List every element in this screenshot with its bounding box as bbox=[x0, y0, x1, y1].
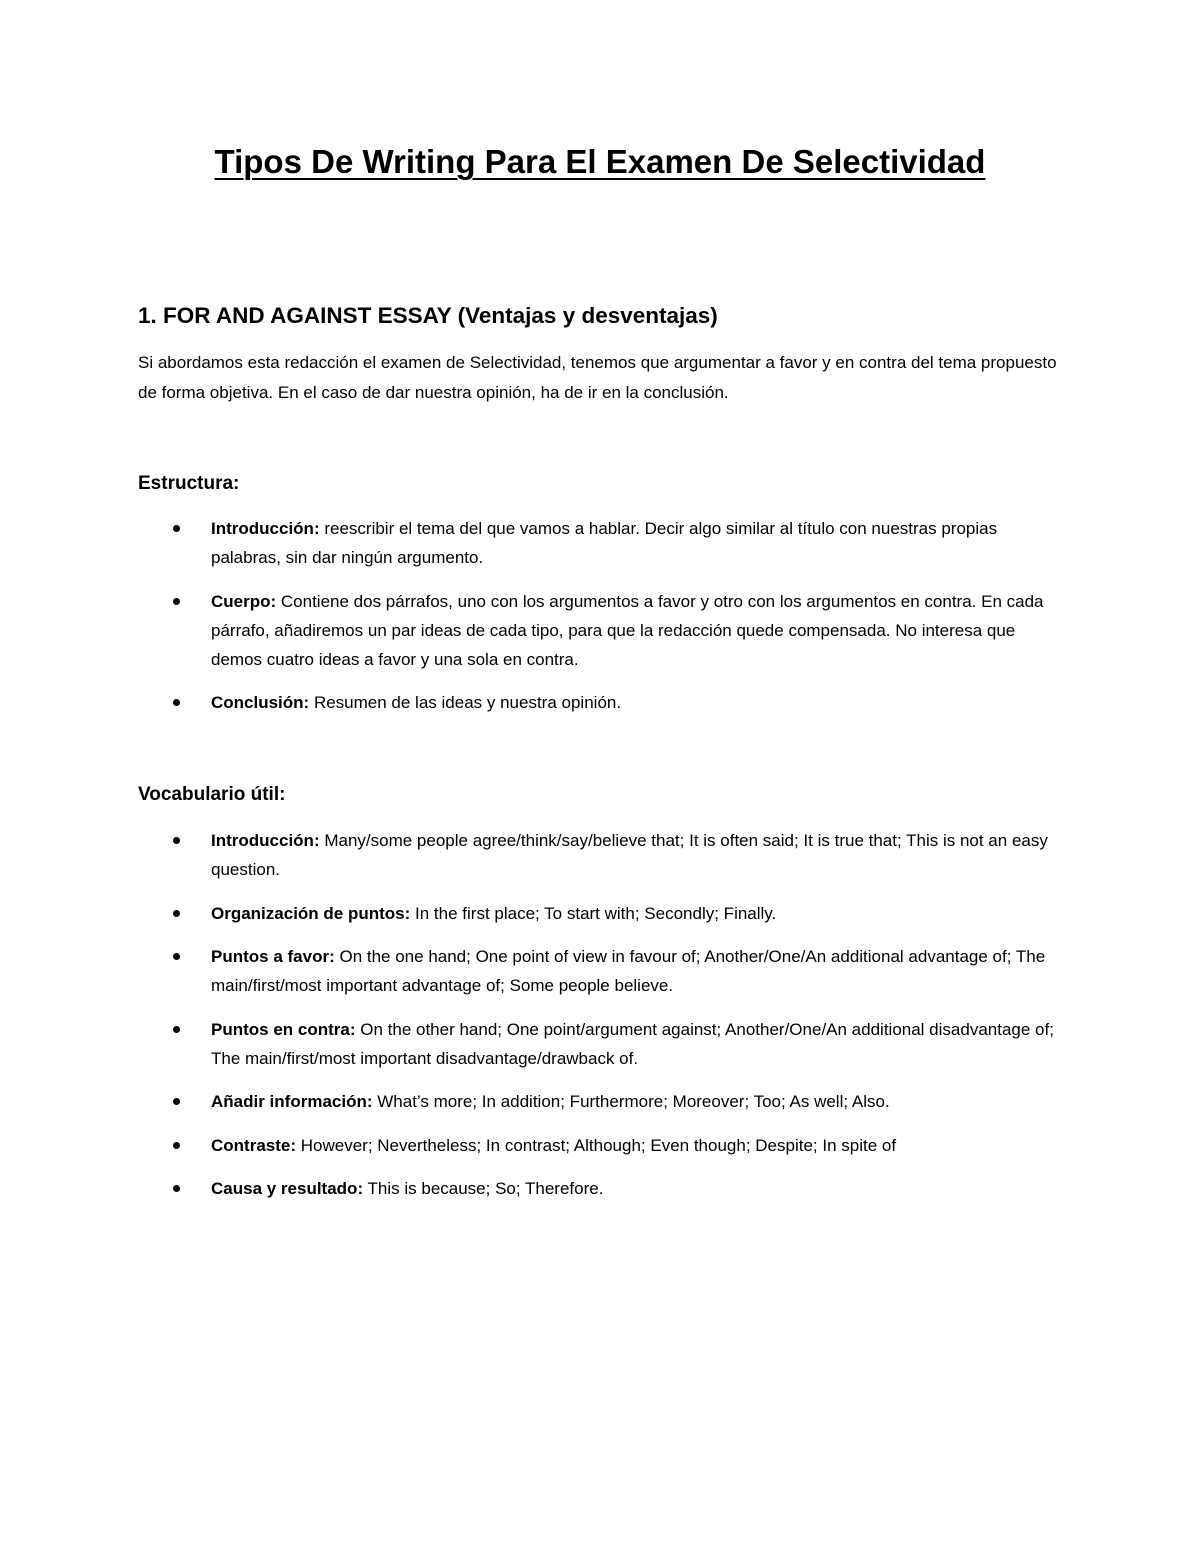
bullet-icon bbox=[173, 525, 180, 532]
document-title: Tipos De Writing Para El Examen De Selectividad bbox=[214, 143, 986, 180]
vocabulary-item-text: However; Nevertheless; In contrast; Although; Even though; Despite; In spite of bbox=[296, 1135, 897, 1155]
vocabulary-item-puntos-en-contra bbox=[170, 1015, 1070, 1073]
structure-item-term: Cuerpo: bbox=[211, 591, 277, 611]
vocabulary-item-text: Many/some people agree/think/say/believe that; It is often said; It is true that; This is not an easy question. bbox=[211, 831, 1048, 879]
vocabulary-item-causa-y-resultado bbox=[170, 1174, 1070, 1203]
structure-item-term: Introducción: bbox=[211, 519, 320, 538]
vocabulary-item-contraste bbox=[170, 1131, 1070, 1160]
vocabulary-list bbox=[170, 826, 1070, 1218]
bullet-icon bbox=[173, 837, 180, 844]
section-heading: 1. FOR AND AGAINST ESSAY (Ventajas y desventajas) bbox=[138, 303, 718, 328]
structure-item-text: reescribir el tema del que vamos a hablar. Decir algo similar al título con nuestras propias palabras, sin dar ningún argumento. bbox=[211, 519, 998, 567]
vocabulary-item-term: Introducción: bbox=[211, 831, 320, 850]
bullet-icon bbox=[173, 598, 180, 605]
vocabulary-item-text: This is because; So; Therefore. bbox=[363, 1179, 604, 1198]
structure-item-introduccion bbox=[170, 514, 1070, 572]
vocabulary-item-text: On the one hand; One point of view in favour of; Another/One/An additional advantage of; The main/first/most important advantage of; Some people believe. bbox=[211, 947, 1046, 995]
vocabulary-item-anadir-informacion bbox=[170, 1087, 1070, 1116]
bullet-icon bbox=[173, 699, 180, 706]
structure-item-text: Resumen de las ideas y nuestra opinión. bbox=[309, 693, 622, 712]
structure-item-text: Contiene dos párrafos, uno con los argumentos a favor y otro con los argumentos en contra. En cada párrafo, añadiremos un par ideas de cada tipo, para que la redacción quede compensada. No interesa que demos cuatro ideas a favor y una sola en contra. bbox=[211, 591, 1044, 669]
vocabulary-item-introduccion bbox=[170, 826, 1070, 884]
vocabulary-item-text: In the first place; To start with; Secondly; Finally. bbox=[410, 903, 777, 923]
vocabulary-item-term: Contraste: bbox=[211, 1135, 297, 1155]
vocabulary-item-term: Puntos a favor: bbox=[211, 947, 335, 966]
vocabulary-item-text: What’s more; In addition; Furthermore; Moreover; Too; As well; Also. bbox=[372, 1092, 890, 1111]
bullet-icon bbox=[173, 910, 180, 917]
vocabulary-item-term: Añadir información: bbox=[211, 1092, 373, 1111]
structure-item-term: Conclusión: bbox=[211, 693, 310, 712]
bullet-icon bbox=[173, 953, 180, 960]
bullet-icon bbox=[173, 1098, 180, 1105]
structure-heading: Estructura: bbox=[138, 473, 240, 494]
vocabulary-item-term: Causa y resultado: bbox=[211, 1179, 364, 1198]
structure-item-cuerpo bbox=[170, 587, 1070, 674]
vocabulary-item-term: Organización de puntos: bbox=[211, 903, 411, 923]
vocabulary-item-term: Puntos en contra: bbox=[211, 1019, 356, 1039]
bullet-icon bbox=[173, 1142, 180, 1149]
vocabulary-item-text: On the other hand; One point/argument against; Another/One/An additional disadvantage of; The main/first/most important disadvantage/drawback of. bbox=[211, 1019, 1054, 1068]
vocabulary-item-puntos-a-favor bbox=[170, 942, 1070, 1000]
structure-item-conclusion bbox=[170, 688, 1070, 717]
bullet-icon bbox=[173, 1185, 180, 1192]
section-intro-paragraph: Si abordamos esta redacción el examen de Selectividad, tenemos que argumentar a favor y en contra del tema propuesto de forma objetiva. En el caso de dar nuestra opinión, ha de ir en la conclusión. bbox=[138, 353, 1057, 402]
structure-list bbox=[170, 514, 1070, 732]
vocabulary-item-organizacion bbox=[170, 899, 1070, 928]
vocabulary-heading: Vocabulario útil: bbox=[138, 784, 286, 805]
bullet-icon bbox=[173, 1026, 180, 1033]
